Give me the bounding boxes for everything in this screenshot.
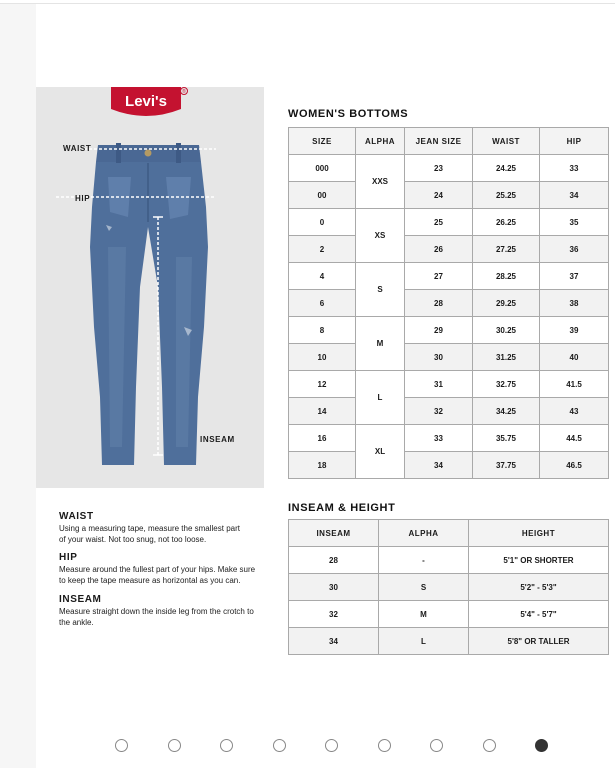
- inseam-guide: [59, 594, 274, 628]
- size-cell: 0: [289, 209, 356, 236]
- carousel-pagination: [115, 739, 555, 755]
- jean-size-cell: 31: [405, 371, 473, 398]
- waist-guide: [59, 511, 274, 545]
- waist-guide-title: WAIST: [59, 511, 94, 522]
- hip-cell: 43: [540, 398, 609, 425]
- womens-bottoms-table: [288, 127, 609, 479]
- header-height: HEIGHT: [469, 520, 609, 547]
- jean-size-cell: 24: [405, 182, 473, 209]
- table-row: [289, 344, 609, 371]
- jean-size-cell: 33: [405, 425, 473, 452]
- header-inseam: INSEAM: [289, 520, 379, 547]
- inseam-label: INSEAM: [200, 435, 235, 444]
- jeans-illustration-panel: [36, 87, 264, 488]
- header-alpha: ALPHA: [356, 128, 405, 155]
- jean-size-cell: 25: [405, 209, 473, 236]
- table-row: [289, 290, 609, 317]
- size-cell: 2: [289, 236, 356, 263]
- header-alpha: ALPHA: [379, 520, 469, 547]
- hip-cell: 46.5: [540, 452, 609, 479]
- waist-guide-text: Using a measuring tape, measure the smallest part of your waist. Not too snug, not too loose.: [59, 524, 240, 544]
- waist-cell: 27.25: [473, 236, 540, 263]
- size-cell: 00: [289, 182, 356, 209]
- hip-cell: 37: [540, 263, 609, 290]
- inseam-height-title: INSEAM & HEIGHT: [288, 502, 396, 514]
- height-cell: 5'2" - 5'3": [469, 574, 609, 601]
- jean-size-cell: 34: [405, 452, 473, 479]
- table-row: [289, 628, 609, 655]
- hip-guide: [59, 552, 274, 586]
- table-header-row: [289, 520, 609, 547]
- waist-cell: 30.25: [473, 317, 540, 344]
- top-divider: [0, 3, 615, 4]
- waist-cell: 37.75: [473, 452, 540, 479]
- jean-size-cell: 26: [405, 236, 473, 263]
- waist-cell: 26.25: [473, 209, 540, 236]
- table-row: [289, 263, 609, 290]
- jean-size-cell: 32: [405, 398, 473, 425]
- size-cell: 6: [289, 290, 356, 317]
- size-cell: 14: [289, 398, 356, 425]
- jean-size-cell: 28: [405, 290, 473, 317]
- inseam-cell: 30: [289, 574, 379, 601]
- carousel-dot-3[interactable]: [220, 739, 233, 752]
- inseam-cell: 32: [289, 601, 379, 628]
- carousel-dot-1[interactable]: [115, 739, 128, 752]
- table-row: [289, 182, 609, 209]
- size-cell: 000: [289, 155, 356, 182]
- waist-cell: 31.25: [473, 344, 540, 371]
- height-cell: 5'1" OR SHORTER: [469, 547, 609, 574]
- alpha-cell: XL: [356, 425, 405, 479]
- waist-cell: 24.25: [473, 155, 540, 182]
- carousel-dot-2[interactable]: [168, 739, 181, 752]
- hip-cell: 33: [540, 155, 609, 182]
- height-cell: 5'8" OR TALLER: [469, 628, 609, 655]
- alpha-cell: M: [379, 601, 469, 628]
- alpha-cell: M: [356, 317, 405, 371]
- carousel-dot-8[interactable]: [483, 739, 496, 752]
- carousel-dot-5[interactable]: [325, 739, 338, 752]
- alpha-cell: L: [379, 628, 469, 655]
- levis-logo-text: Levi's: [125, 93, 167, 110]
- table-row: [289, 547, 609, 574]
- table-header-row: [289, 128, 609, 155]
- header-jean-size: JEAN SIZE: [405, 128, 473, 155]
- alpha-cell: S: [356, 263, 405, 317]
- inseam-guide-title: INSEAM: [59, 594, 102, 605]
- jean-size-cell: 29: [405, 317, 473, 344]
- carousel-dot-7[interactable]: [430, 739, 443, 752]
- height-cell: 5'4" - 5'7": [469, 601, 609, 628]
- alpha-cell: XS: [356, 209, 405, 263]
- hip-cell: 41.5: [540, 371, 609, 398]
- waist-cell: 29.25: [473, 290, 540, 317]
- table-row: [289, 155, 609, 182]
- carousel-dot-6[interactable]: [378, 739, 391, 752]
- table-row: [289, 574, 609, 601]
- inseam-guide-text: Measure straight down the inside leg from the crotch to the ankle.: [59, 607, 254, 627]
- hip-cell: 34: [540, 182, 609, 209]
- hip-cell: 36: [540, 236, 609, 263]
- inseam-cell: 34: [289, 628, 379, 655]
- size-cell: 18: [289, 452, 356, 479]
- carousel-dot-4[interactable]: [273, 739, 286, 752]
- waist-cell: 28.25: [473, 263, 540, 290]
- registered-mark: ®: [182, 89, 186, 95]
- jean-size-cell: 23: [405, 155, 473, 182]
- table-row: [289, 425, 609, 452]
- size-cell: 16: [289, 425, 356, 452]
- size-cell: 12: [289, 371, 356, 398]
- alpha-cell: S: [379, 574, 469, 601]
- hip-guide-text: Measure around the fullest part of your hips. Make sure to keep the tape measure as horizontal as you can.: [59, 565, 256, 585]
- waist-cell: 34.25: [473, 398, 540, 425]
- header-hip: HIP: [540, 128, 609, 155]
- table-row: [289, 209, 609, 236]
- size-cell: 10: [289, 344, 356, 371]
- alpha-cell: -: [379, 547, 469, 574]
- table-row: [289, 371, 609, 398]
- size-cell: 8: [289, 317, 356, 344]
- jean-size-cell: 27: [405, 263, 473, 290]
- hip-cell: 44.5: [540, 425, 609, 452]
- waist-cell: 32.75: [473, 371, 540, 398]
- table-row: [289, 452, 609, 479]
- alpha-cell: L: [356, 371, 405, 425]
- hip-label: HIP: [75, 194, 91, 203]
- table-row: [289, 398, 609, 425]
- hip-cell: 39: [540, 317, 609, 344]
- carousel-dot-9[interactable]: [535, 739, 548, 752]
- table-row: [289, 236, 609, 263]
- jean-size-cell: 30: [405, 344, 473, 371]
- hip-guide-title: HIP: [59, 552, 78, 563]
- hip-cell: 35: [540, 209, 609, 236]
- inseam-cell: 28: [289, 547, 379, 574]
- hip-cell: 38: [540, 290, 609, 317]
- alpha-cell: XXS: [356, 155, 405, 209]
- waist-cell: 35.75: [473, 425, 540, 452]
- header-waist: WAIST: [473, 128, 540, 155]
- hip-cell: 40: [540, 344, 609, 371]
- header-size: SIZE: [289, 128, 356, 155]
- waist-label: WAIST: [63, 144, 92, 153]
- size-cell: 4: [289, 263, 356, 290]
- table-row: [289, 317, 609, 344]
- waist-cell: 25.25: [473, 182, 540, 209]
- womens-bottoms-title: WOMEN'S BOTTOMS: [288, 108, 409, 120]
- inseam-height-table: [288, 519, 609, 655]
- left-gutter: [0, 4, 36, 768]
- table-row: [289, 601, 609, 628]
